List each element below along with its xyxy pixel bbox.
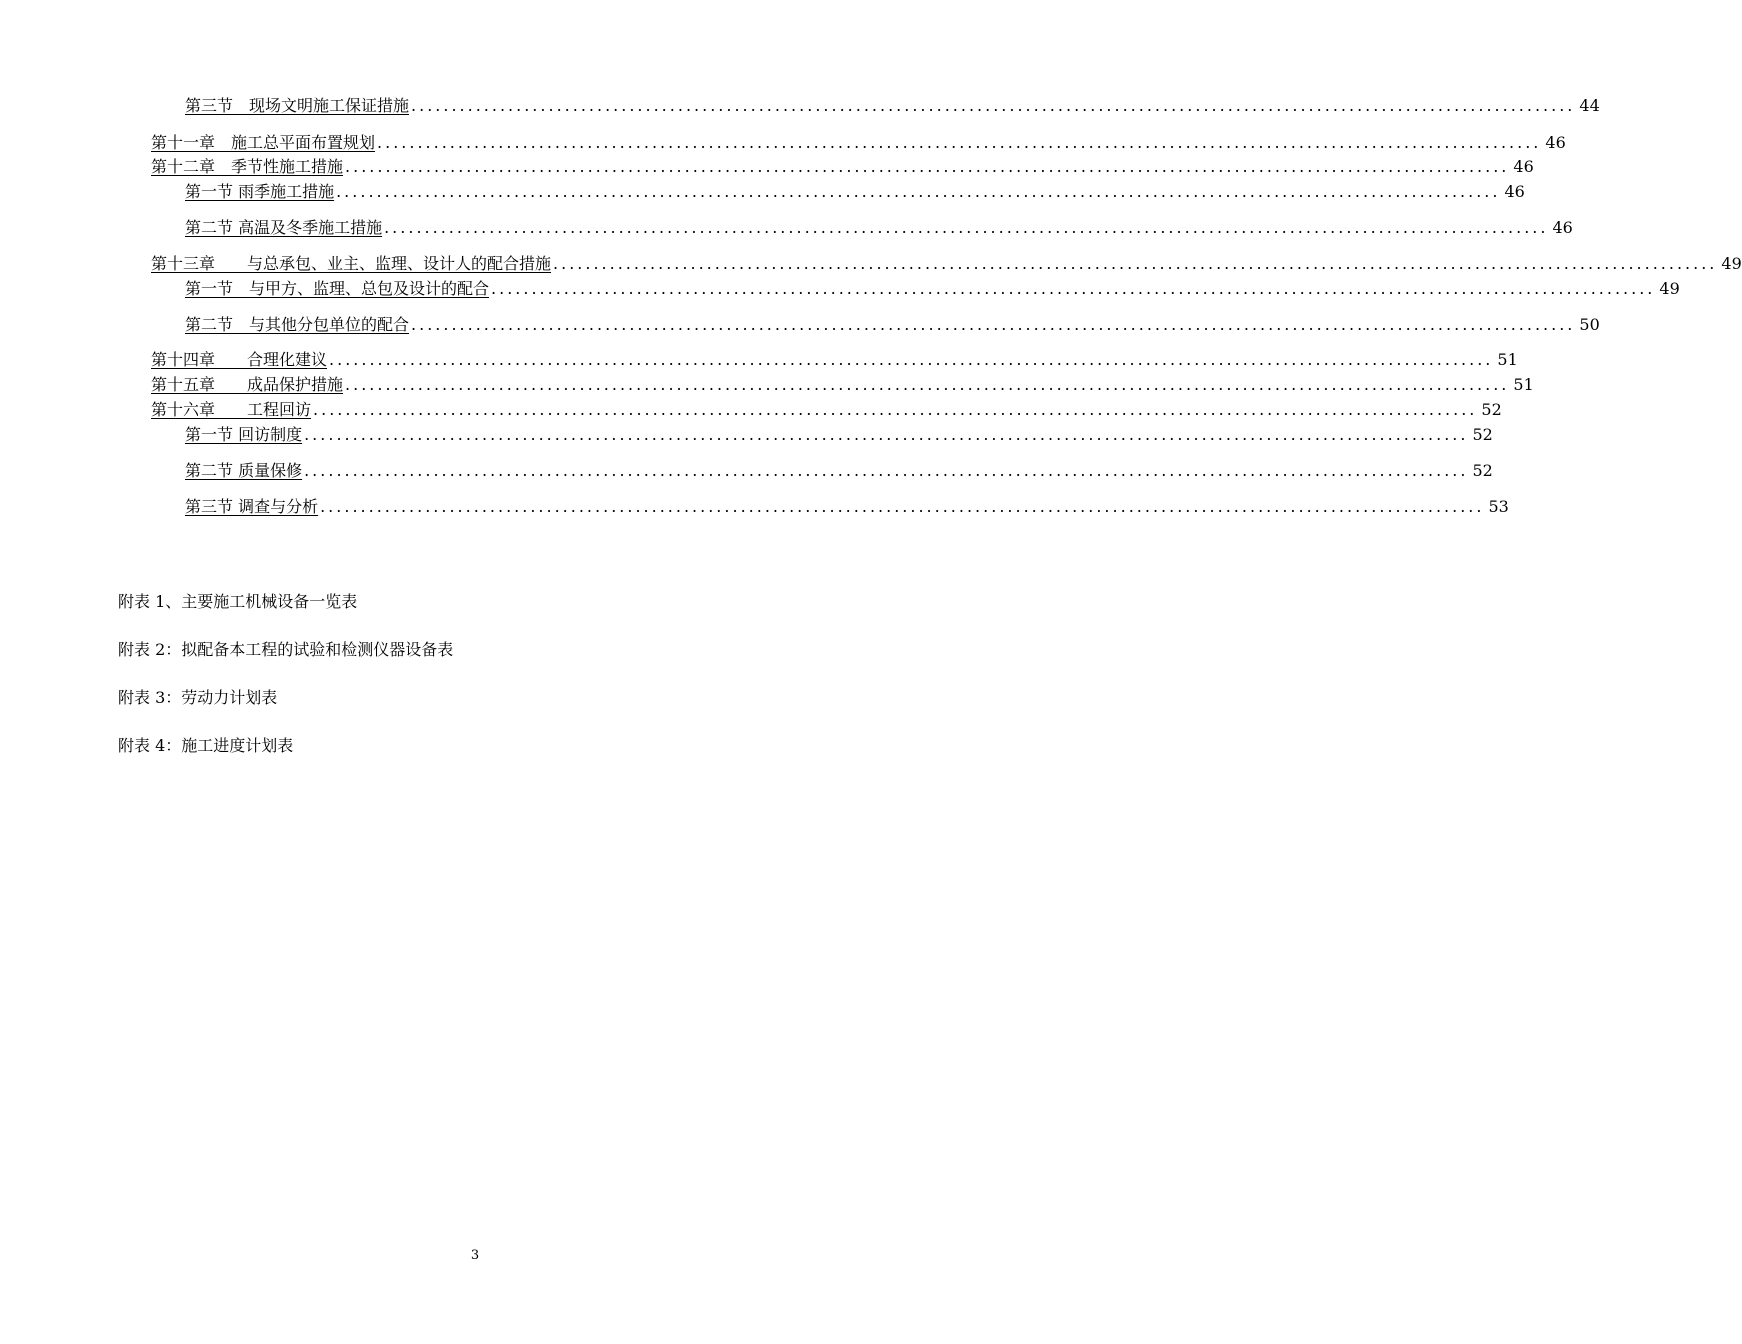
toc-entry-title[interactable]: 第二节 高温及冬季施工措施 <box>185 218 383 237</box>
toc-entry-page: 46 <box>1504 182 1525 201</box>
appendix-item: 附表 3：劳动力计划表 <box>118 688 278 707</box>
toc-entry[interactable] <box>185 182 1525 202</box>
toc-leader-dots: ................................................................................................................................................ <box>411 315 1576 334</box>
toc-entry[interactable] <box>151 350 1518 370</box>
toc-leader-dots: ................................................................................................................................................ <box>329 350 1494 369</box>
page-number: 3 <box>470 1248 480 1263</box>
appendix-item: 附表 4：施工进度计划表 <box>118 736 294 755</box>
toc-entry-title[interactable]: 第十三章 与总承包、业主、监理、设计人的配合措施 <box>151 254 552 273</box>
toc-entry[interactable] <box>185 497 1509 517</box>
toc-entry-page: 46 <box>1513 157 1534 176</box>
toc-entry-page: 49 <box>1659 279 1680 298</box>
toc-entry[interactable] <box>185 279 1680 299</box>
toc-leader-dots: ................................................................................................................................................ <box>320 497 1485 516</box>
toc-entry[interactable] <box>151 254 1742 274</box>
toc-entry-title[interactable]: 第十五章 成品保护措施 <box>151 375 344 394</box>
toc-entry[interactable] <box>185 218 1573 238</box>
toc-entry-page: 52 <box>1472 425 1493 444</box>
toc-entry-title[interactable]: 第二节 质量保修 <box>185 461 303 480</box>
toc-entry-title[interactable]: 第一节 雨季施工措施 <box>185 182 335 201</box>
toc-leader-dots: ................................................................................................................................................ <box>491 279 1656 298</box>
toc-entry-title[interactable]: 第三节 调查与分析 <box>185 497 319 516</box>
toc-entry[interactable] <box>151 133 1566 153</box>
toc-leader-dots: ................................................................................................................................................ <box>553 254 1718 273</box>
toc-leader-dots: ................................................................................................................................................ <box>377 133 1542 152</box>
toc-entry-page: 46 <box>1552 218 1573 237</box>
toc-leader-dots: ................................................................................................................................................ <box>304 461 1469 480</box>
toc-entry-page: 53 <box>1488 497 1509 516</box>
toc-entry-title[interactable]: 第十二章 季节性施工措施 <box>151 157 344 176</box>
toc-entry-page: 52 <box>1481 400 1502 419</box>
toc-entry[interactable] <box>151 375 1534 395</box>
toc-entry-page: 52 <box>1472 461 1493 480</box>
toc-entry-title[interactable]: 第一节 与甲方、监理、总包及设计的配合 <box>185 279 490 298</box>
toc-entry[interactable] <box>151 157 1534 177</box>
toc-entry-page: 51 <box>1513 375 1534 394</box>
toc-leader-dots: ................................................................................................................................................ <box>304 425 1469 444</box>
toc-entry[interactable] <box>185 315 1600 335</box>
appendix-item: 附表 2：拟配备本工程的试验和检测仪器设备表 <box>118 640 454 659</box>
toc-entry-title[interactable]: 第十六章 工程回访 <box>151 400 312 419</box>
toc-leader-dots: ................................................................................................................................................ <box>313 400 1478 419</box>
toc-leader-dots: ................................................................................................................................................ <box>384 218 1549 237</box>
toc-entry-title[interactable]: 第十四章 合理化建议 <box>151 350 328 369</box>
toc-entry[interactable] <box>151 400 1502 420</box>
appendix-item: 附表 1、主要施工机械设备一览表 <box>118 592 358 611</box>
toc-leader-dots: ................................................................................................................................................ <box>411 96 1576 115</box>
toc-entry[interactable] <box>185 425 1493 445</box>
toc-entry-title[interactable]: 第十一章 施工总平面布置规划 <box>151 133 376 152</box>
toc-entry[interactable] <box>185 461 1493 481</box>
toc-entry-title[interactable]: 第二节 与其他分包单位的配合 <box>185 315 410 334</box>
toc-entry-page: 44 <box>1579 96 1600 115</box>
toc-entry-title[interactable]: 第一节 回访制度 <box>185 425 303 444</box>
toc-leader-dots: ................................................................................................................................................ <box>345 157 1510 176</box>
toc-entry-page: 50 <box>1579 315 1600 334</box>
toc-entry-page: 46 <box>1545 133 1566 152</box>
toc-leader-dots: ................................................................................................................................................ <box>345 375 1510 394</box>
toc-entry-title[interactable]: 第三节 现场文明施工保证措施 <box>185 96 410 115</box>
toc-entry-page: 51 <box>1497 350 1518 369</box>
toc-leader-dots: ................................................................................................................................................ <box>336 182 1501 201</box>
toc-entry-page: 49 <box>1721 254 1742 273</box>
toc-entry[interactable] <box>185 96 1600 116</box>
